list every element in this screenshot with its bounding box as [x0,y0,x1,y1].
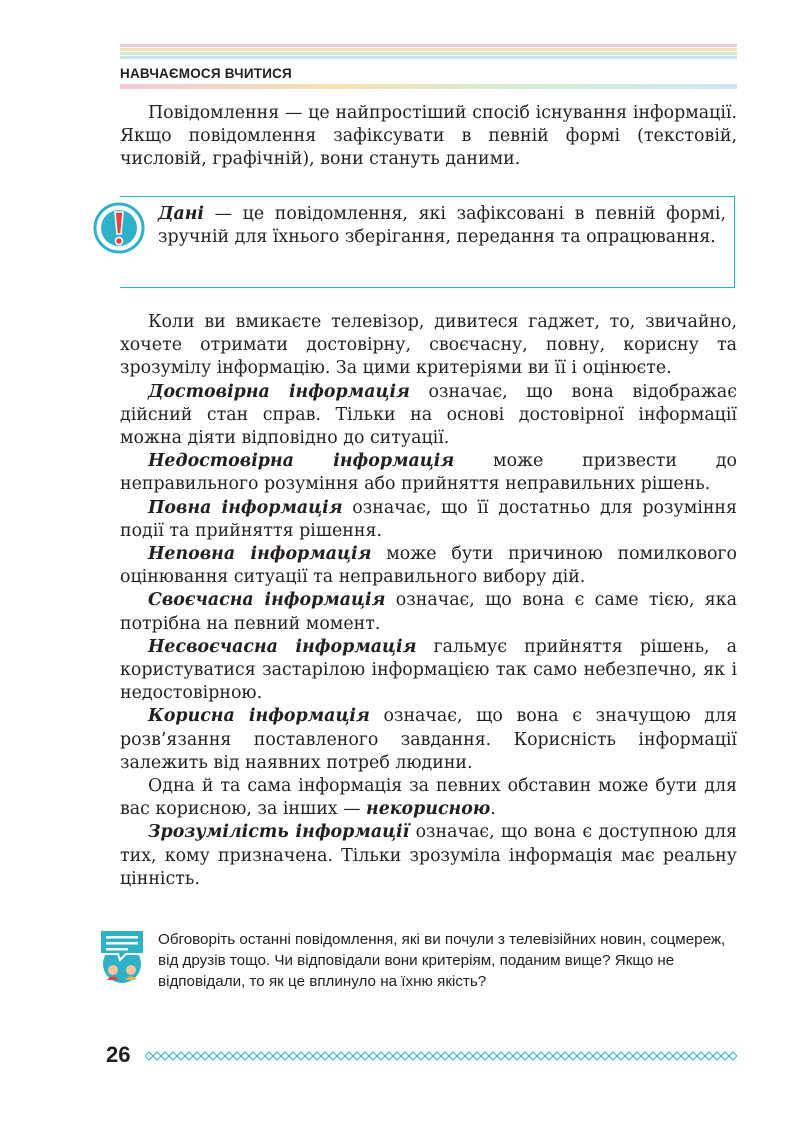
main-text [120,311,737,891]
paragraph: Зрозумілість інформації означає, що вона є доступною для тих, кому призначена. Тільки зрозуміла інформація має реальну цінність. [120,822,737,889]
paragraph: Одна й та сама інформація за певних обставин може бути для вас корисною, за інших — некорисною. [120,776,737,820]
term: Корисна інформація [148,706,370,727]
header-stripes [120,44,737,62]
paragraph: Неповна інформація може бути причиною помилкового оцінювання ситуації та неправильного вибору дій. [120,544,737,588]
term: Повна інформація [148,497,343,518]
term: Достовірна інформація [148,381,410,402]
term: Зрозумілість інформації [148,822,410,843]
section-title: НАВЧАЄМОСЯ ВЧИТИСЯ [120,66,292,81]
term: Неповна інформація [148,544,372,565]
term: Несвоєчасна інформація [148,636,417,657]
definition-term: Дані [158,204,205,224]
definition-text [158,203,726,249]
paragraph: Недостовірна інформація може призвести до неправильного розуміння або прийняття неправильних рішень. [120,451,737,495]
paragraph: Достовірна інформація означає, що вона відображає дійсний стан справ. Тільки на основі достовірної інформації можна діяти відповідно до ситуації. [120,381,737,449]
term: некорисною [366,799,491,820]
paragraph: Повна інформація означає, що її достатньо для розуміння події та прийняття рішення. [120,497,737,541]
intro-text: Повідомлення — це найпростіший спосіб існування інформації. Якщо повідомлення зафіксувати в певній формі (текстовій, числовій, графічній), вони стануть даними. [120,103,737,170]
paragraph: Коли ви вмикаєте телевізор, дивитеся гаджет, то, звичайно, хочете отримати достовірну, своєчасну, повну, корисну та зрозумілу інформацію. За цими критеріями ви її і оцінюєте. [120,312,737,379]
discussion-icon [96,926,148,984]
definition-body: — це повідомлення, які зафіксовані в певній формі, зручній для їхнього зберігання, передання та опрацювання. [158,204,726,248]
paragraph: Корисна інформація означає, що вона є значущою для розв’язання поставленого завдання. Корисність інформації залежить від наявних потреб людини. [120,706,737,773]
header-underline [120,84,737,89]
term: Недостовірна інформація [148,451,455,472]
paragraph: Несвоєчасна інформація гальмує прийняття рішень, а користуватися застарілою інформацією так само небезпечно, як і недостовірною. [120,636,737,704]
page-number: 26 [106,1042,131,1067]
intro-paragraph [120,102,737,172]
exclamation-icon [93,200,145,256]
term: Своєчасна інформація [148,590,386,611]
footer-zigzag-pattern [145,1050,737,1062]
paragraph: Своєчасна інформація означає, що вона є саме тією, яка потрібна на певний момент. [120,590,737,634]
discussion-text: Обговоріть останні повідомлення, які ви почули з телевізійних новин, соцмереж, від друзів тощо. Чи відповідали вони критеріям, поданим вище? Якщо не відповідали, то як це вплинуло на їхню якість? [158,931,726,990]
